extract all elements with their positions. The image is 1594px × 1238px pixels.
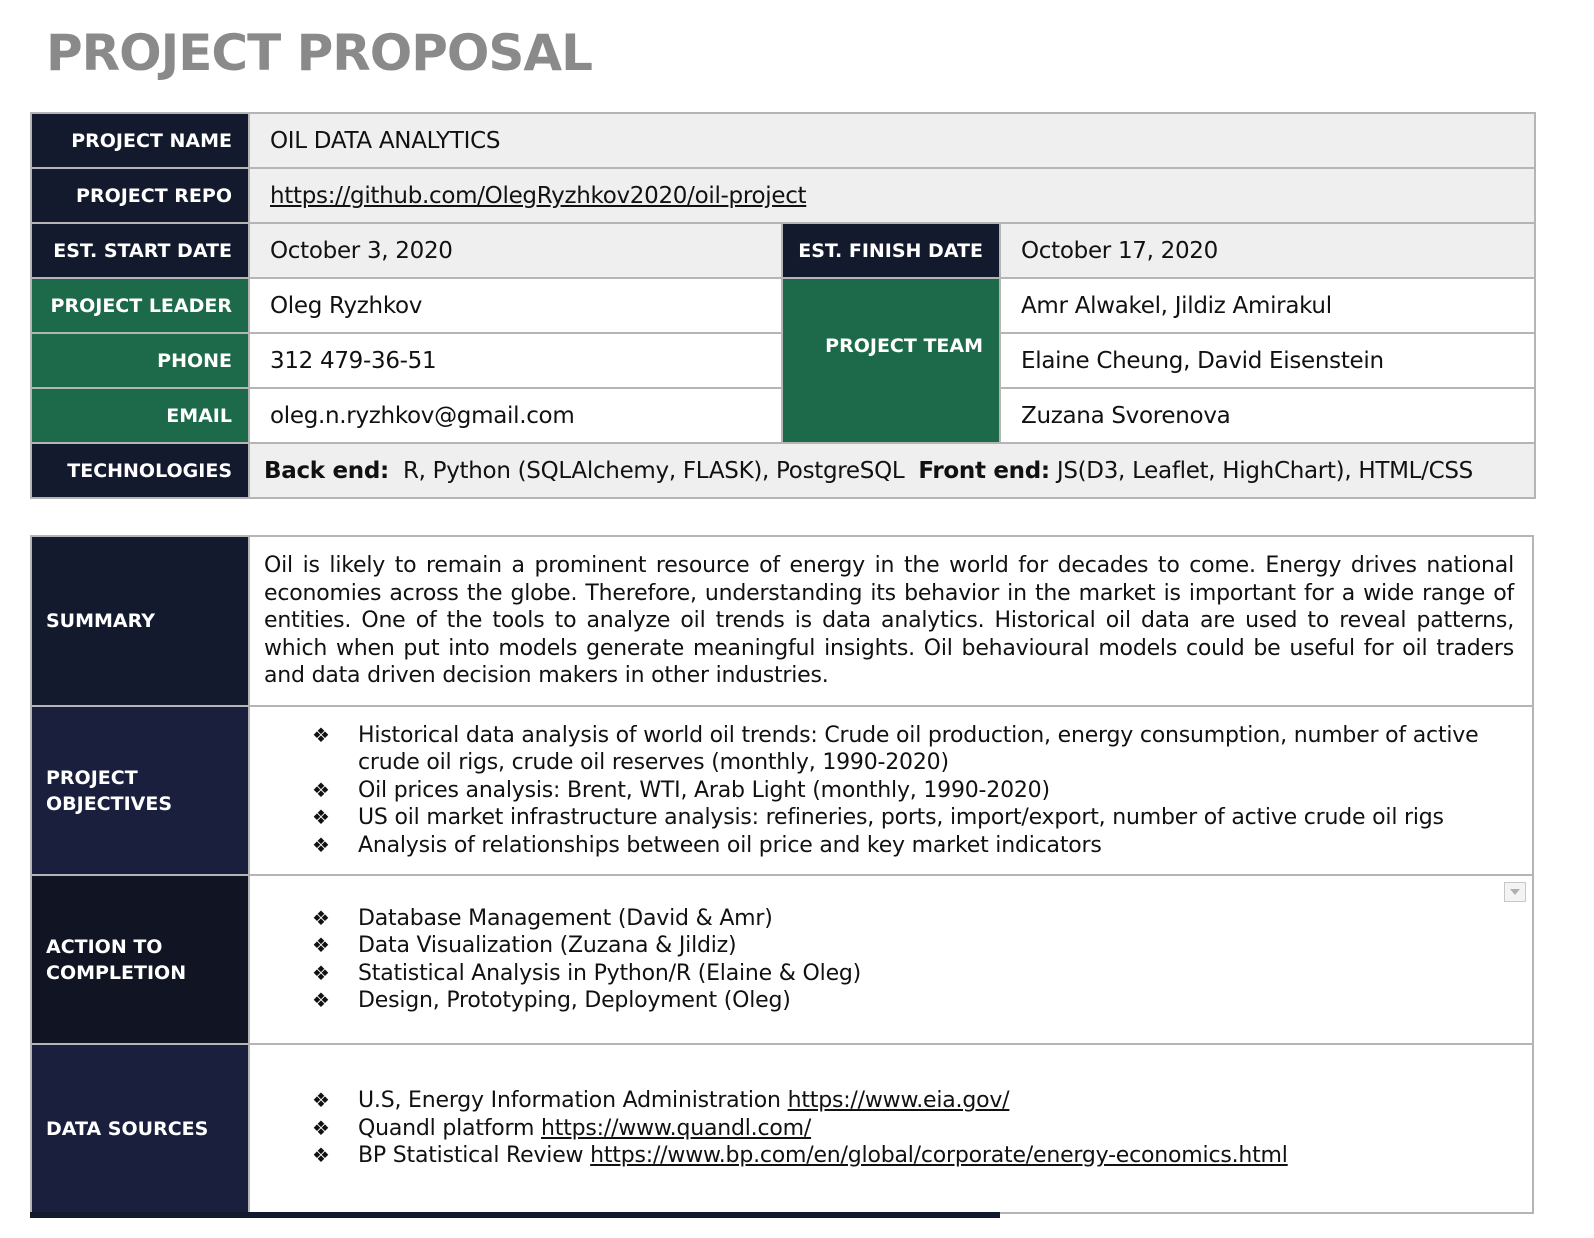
project-leader-value[interactable]: Oleg Ryzhkov [249,278,782,333]
objectives-label [31,706,249,875]
frontend-value: JS(D3, Leaflet, HighChart), HTML/CSS [1056,457,1473,484]
email-label: EMAIL [31,388,249,443]
data-sources-cell[interactable] [249,1044,1533,1213]
project-leader-label: PROJECT LEADER [31,278,249,333]
diamond-bullet-icon: ❖ [312,777,330,802]
list-item: ❖ Database Management (David & Amr) [312,905,773,931]
email-value[interactable]: oleg.n.ryzhkov@gmail.com [249,388,782,443]
list-item: ❖ U.S, Energy Information Administration https://www.eia.gov/ [312,1088,1010,1114]
source-link-bp[interactable]: https://www.bp.com/en/global/corporate/energy-economics.html [590,1143,1288,1169]
phone-value[interactable]: 312 479-36-51 [249,333,782,388]
list-item: ❖ Analysis of relationships between oil price and key market indicators [312,832,1102,858]
list-item: ❖ Design, Prototyping, Deployment (Oleg) [312,988,791,1013]
project-repo-link[interactable]: https://github.com/OlegRyzhkov2020/oil-project [270,182,807,209]
project-name-label: PROJECT NAME [31,113,249,168]
page-title: PROJECT PROPOSAL [46,24,592,82]
actions-label-line-2: COMPLETION [46,961,187,984]
data-sources-label: DATA SOURCES [31,1044,249,1213]
diamond-bullet-icon: ❖ [312,988,330,1012]
project-name-value[interactable]: OIL DATA ANALYTICS [249,113,1535,168]
objectives-label-line-2: OBJECTIVES [46,792,173,815]
start-date-value[interactable]: October 3, 2020 [249,223,782,278]
backend-value: R, Python (SQLAlchemy, FLASK), PostgreSQL [402,457,905,484]
actions-label-line-1: ACTION TO [46,935,163,958]
diamond-bullet-icon: ❖ [312,1143,330,1168]
project-team-member-2[interactable]: Elaine Cheung, David Eisenstein [1000,333,1535,388]
project-info-table [30,112,1536,499]
data-sources-list [250,1087,1532,1170]
frontend-label: Front end: [918,457,1050,484]
list-item: ❖ Oil prices analysis: Brent, WTI, Arab Light (monthly, 1990-2020) [312,777,1050,803]
objectives-label-line-1: PROJECT [46,766,138,789]
diamond-bullet-icon: ❖ [312,1115,330,1140]
summary-label: SUMMARY [31,536,249,706]
list-item: ❖ Data Visualization (Zuzana & Jildiz) [312,933,737,958]
start-date-label: EST. START DATE [31,223,249,278]
project-team-member-3[interactable]: Zuzana Svorenova [1000,388,1535,443]
list-item: ❖ BP Statistical Review https://www.bp.com/en/global/corporate/energy-economics.html [312,1143,1288,1169]
project-team-member-1[interactable]: Amr Alwakel, Jildiz Amirakul [1000,278,1535,333]
finish-date-value[interactable]: October 17, 2020 [1000,223,1535,278]
list-item: ❖ Quandl platform https://www.quandl.com/ [312,1115,812,1141]
diamond-bullet-icon: ❖ [312,805,330,830]
diamond-bullet-icon: ❖ [312,1088,330,1113]
list-item: ❖ US oil market infrastructure analysis: refineries, ports, import/export, number of active crude oil rigs [312,805,1444,831]
diamond-bullet-icon: ❖ [312,722,330,747]
technologies-value[interactable] [249,443,1535,498]
source-link-quandl[interactable]: https://www.quandl.com/ [541,1115,812,1141]
diamond-bullet-icon: ❖ [312,960,330,985]
phone-label: PHONE [31,333,249,388]
summary-text[interactable]: Oil is likely to remain a prominent resource of energy in the world for decades to come. Energy drives national economies across the globe. Therefore, understanding its behavior in the market is important for a wide range of entities. One of the tools to analyze oil trends is data analytics. Historical oil data are used to reveal patterns, which when put into models generate meaningful insights. Oil behavioural models could be useful for oil traders and data driven decision makers in other industries. [249,536,1533,706]
objectives-cell[interactable] [249,706,1533,875]
list-item: ❖ Statistical Analysis in Python/R (Elaine & Oleg) [312,960,862,986]
list-item: ❖ Historical data analysis of world oil trends: Crude oil production, energy consumption, number of active crude oil rigs, crude oil reserves (monthly, 1990-2020) [312,722,1479,776]
diamond-bullet-icon: ❖ [312,905,330,930]
objectives-list [250,722,1532,860]
project-repo-cell[interactable] [249,168,1535,223]
project-team-label: PROJECT TEAM [782,278,1000,443]
finish-date-label: EST. FINISH DATE [782,223,1000,278]
dropdown-arrow-icon[interactable] [1504,882,1526,902]
actions-label [31,875,249,1044]
technologies-label: TECHNOLOGIES [31,443,249,498]
next-section-header-bar [30,1212,1000,1218]
diamond-bullet-icon: ❖ [312,933,330,957]
project-details-table [30,535,1534,1214]
source-link-eia[interactable]: https://www.eia.gov/ [787,1088,1010,1114]
backend-label: Back end: [264,457,389,484]
diamond-bullet-icon: ❖ [312,832,330,857]
actions-list [250,905,1532,1015]
project-repo-label: PROJECT REPO [31,168,249,223]
actions-cell[interactable] [249,875,1533,1044]
